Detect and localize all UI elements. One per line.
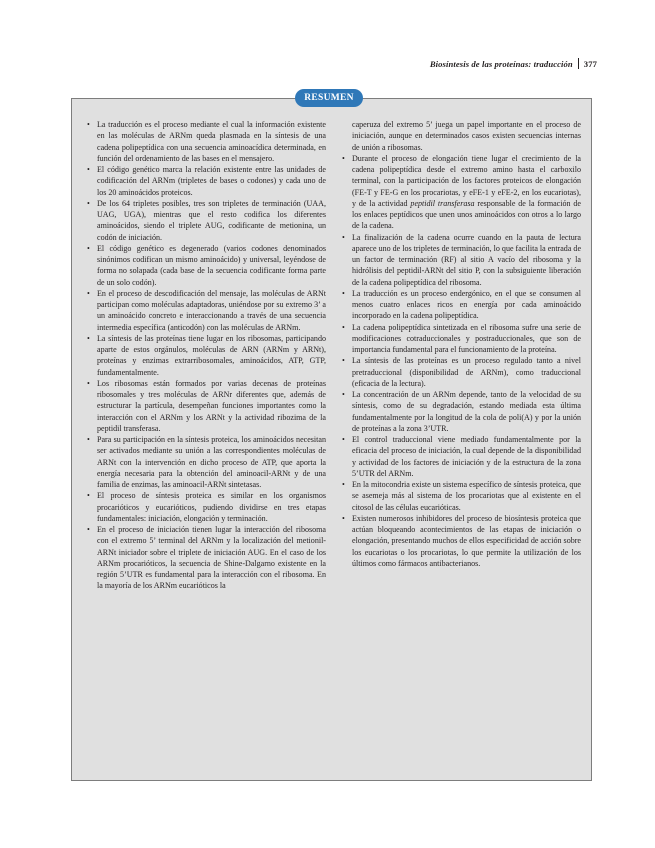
summary-right-column: [342, 119, 581, 569]
running-title: Biosíntesis de las proteínas: traducción: [429, 58, 573, 69]
summary-bullet: • La síntesis de las proteínas es un proceso regulado tanto a nivel pretraduccional (disponibilidad de ARNm), como traduccional (eficacia de la lectura).: [342, 355, 581, 389]
summary-bullet: • De los 64 tripletes posibles, tres son tripletes de terminación (UAA, UAG, UGA), mientras que el resto codifica los diferentes aminoácidos, siendo el triplete AUG, codificante de metionina, un codón de iniciación.: [87, 198, 326, 243]
summary-bullet: • El control traduccional viene mediado fundamentalmente por la eficacia del proceso de iniciación, la cual depende de la disponibilidad y actividad de los factores de iniciación y de la estructura de la zona 5’UTR del ARNm.: [342, 434, 581, 479]
header-divider: [578, 58, 579, 69]
summary-bullet: • Durante el proceso de elongación tiene lugar el crecimiento de la cadena polipeptídica desde el extremo amino hasta el carboxilo terminal, con la participación de los factores proteicos de elongación (FE-T y FE-G en los procariotas, y eFE-1 y eFE-2, en los eucariotas), y de la actividad peptidil transferasa responsable de la formación de los enlaces peptídicos que unen unos aminoácidos con otros a lo largo de la cadena.: [342, 153, 581, 232]
page-number: 377: [583, 58, 597, 69]
summary-bullet: • En el proceso de iniciación tienen lugar la interacción del ribosoma con el extremo 5’ terminal del ARNm y la localización del metionil-ARNt iniciador sobre el triplete de iniciación AUG. En el caso de los ARNm procarióticos, la secuencia de Shine-Dalgarno existente en la región 5’UTR es fundamental para la interacción con el ribosoma. En la mayoría de los ARNm eucarióticos la: [87, 524, 326, 592]
summary-bullet: • El código genético marca la relación existente entre las unidades de codificación del ARNm (tripletes de bases o codones) y cada uno de los 20 aminoácidos proteicos.: [87, 164, 326, 198]
summary-bullet: • En el proceso de descodificación del mensaje, las moléculas de ARNt participan como moléculas adaptadoras, uniéndose por su extremo 3’ a un aminoácido concreto e interaccionando a través de una secuencia intermedia específica (anticodón) con las moléculas de ARNm.: [87, 288, 326, 333]
summary-bullet-continuation: caperuza del extremo 5’ juega un papel importante en el proceso de iniciación, aunque en determinados casos existen secuencias internas de unión a ribosomas.: [352, 120, 581, 152]
running-header: [430, 58, 597, 69]
summary-bullet: • El código genético es degenerado (varios codones denominados sinónimos codifican un mismo aminoácido) y universal, leyéndose de forma no solapada (cada base de la secuencia codificante forma parte de un solo codón).: [87, 243, 326, 288]
summary-left-column: [87, 119, 326, 592]
summary-bullet: • La concentración de un ARNm depende, tanto de la velocidad de su síntesis, como de su degradación, estando mediada esta última fundamentalmente por la longitud de la cola de poli(A) y por la unión de proteínas a la zona 3’UTR.: [342, 389, 581, 434]
summary-bullet: • La traducción es un proceso endergónico, en el que se consumen al menos cuatro enlaces ricos en energía por cada aminoácido incorporado en la cadena polipeptídica.: [342, 288, 581, 322]
summary-bullet: • En la mitocondria existe un sistema específico de síntesis proteica, que se asemeja más al sistema de los procariotas que al existente en el citosol de las células eucarióticas.: [342, 479, 581, 513]
summary-bullet: • La cadena polipeptídica sintetizada en el ribosoma sufre una serie de modificaciones cotraduccionales y postraduccionales, que son de importancia fundamental para el funcionamiento de la proteína.: [342, 322, 581, 356]
italic-term: peptidil transferasa: [410, 198, 475, 208]
summary-bullet: • La finalización de la cadena ocurre cuando en la pauta de lectura aparece uno de los tripletes de terminación, lo que facilita la entrada de un factor de terminación (RF) al sitio A vacío del ribosoma y la hidrólisis del peptidil-ARNt del sitio P, con la subsiguiente liberación de la cadena polipeptídica del ribosoma.: [342, 232, 581, 288]
summary-bullet: • Los ribosomas están formados por varias decenas de proteínas ribosomales y tres moléculas de ARNr diferentes que, además de estructurar la partícula, desempeñan funciones importantes como la interacción con el ARNm y los ARNt y la actividad ribozima de la peptidil transferasa.: [87, 378, 326, 434]
summary-title-badge: RESUMEN: [295, 89, 363, 107]
summary-bullet: • La traducción es el proceso mediante el cual la información existente en las moléculas de ARNm queda plasmada en la síntesis de una cadena polipeptídica con una secuencia aminoacídica determinada, en función del ordenamiento de las bases en el mensajero.: [87, 119, 326, 164]
summary-bullet: • Existen numerosos inhibidores del proceso de biosíntesis proteica que actúan bloqueando acontecimientos de las etapas de iniciación o elongación, presentando muchos de ellos especificidad de acción sobre los eucariotas o los procariotas, lo que permite la utilización de los últimos como fármacos antibacterianos.: [342, 513, 581, 569]
summary-bullet: • El proceso de síntesis proteica es similar en los organismos procarióticos y eucarióticos, pudiendo dividirse en tres etapas fundamentales: iniciación, elongación y terminación.: [87, 490, 326, 524]
summary-bullet: • Para su participación en la síntesis proteica, los aminoácidos necesitan ser activados mediante su unión a las correspondientes moléculas de ARNt con la intervención en dicho proceso de ATP, que aporta la energía necesaria para la obtención del aminoacil-ARNt y de una familia de enzimas, las aminoacil-ARNt sintetasas.: [87, 434, 326, 490]
summary-bullet: • La síntesis de las proteínas tiene lugar en los ribosomas, participando aparte de estos orgánulos, moléculas de ARN (ARNm y ARNt), proteínas y enzimas extrarribosomales, aminoácidos, ATP, GTP, fundamentalmente.: [87, 333, 326, 378]
